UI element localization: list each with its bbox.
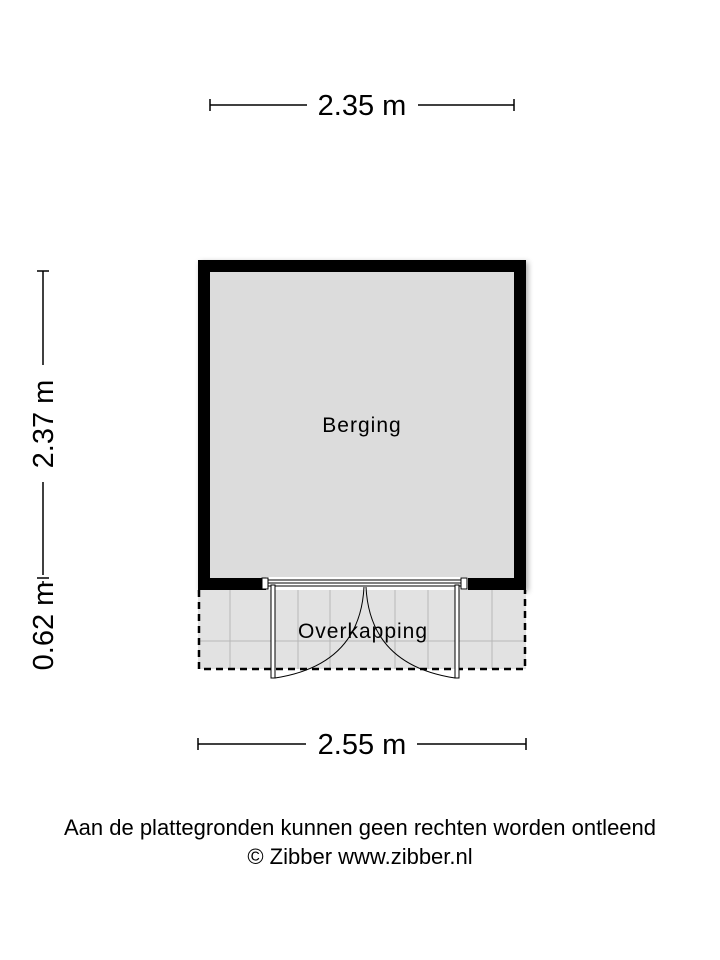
door-opening — [266, 577, 468, 591]
dimension-bottom — [198, 729, 526, 761]
dimension-left — [28, 271, 60, 670]
disclaimer-text: Aan de plattegronden kunnen geen rechten worden ontleend — [63, 815, 657, 840]
room-label-storage: Berging — [322, 414, 402, 437]
dimension-left-storage-label: 2.37 m — [28, 379, 60, 469]
dimension-top-label: 2.35 m — [317, 90, 407, 122]
dimension-top — [210, 90, 514, 122]
canopy-area — [198, 585, 526, 678]
room-label-canopy: Overkapping — [297, 620, 429, 643]
dimension-bottom-label: 2.55 m — [317, 729, 407, 761]
dimension-left-canopy-label: 0.62 m — [28, 581, 60, 671]
storage-room — [198, 260, 526, 591]
copyright-text: © Zibber www.zibber.nl — [247, 844, 473, 869]
